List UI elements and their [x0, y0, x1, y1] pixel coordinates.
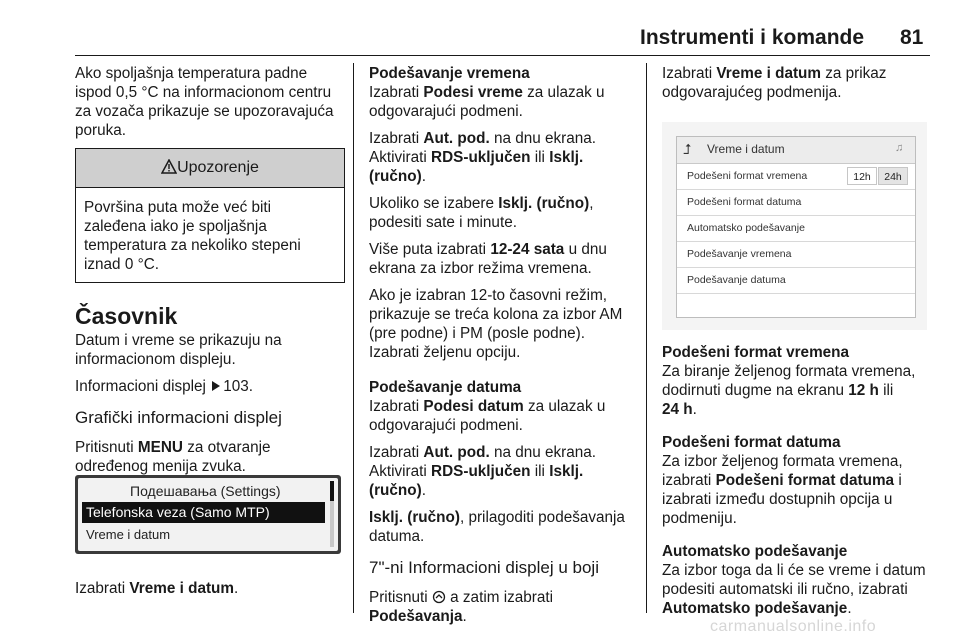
warning-text: Površina puta može već biti zaleđena iako je spoljašnja temperatura za nekoliko stepeni iznad 0 °C. — [84, 199, 301, 273]
paragraph: Izabrati Podesi datum za ulazak u odgovarajući podmeni. — [369, 398, 606, 434]
subsection-heading: Automatsko podešavanje — [662, 543, 848, 560]
menu-row-label: Automatsko podešavanje — [687, 222, 805, 234]
header-rule — [75, 55, 930, 56]
subsection-heading: Podešavanje vremena — [369, 65, 530, 82]
column-3 — [662, 64, 930, 110]
text: Informacioni displej — [75, 378, 206, 395]
display-screenshot-settings — [75, 475, 341, 554]
paragraph — [75, 438, 345, 476]
page-number: 81 — [900, 26, 924, 49]
format-12h-button[interactable]: 12h — [847, 167, 877, 185]
screen-title-bar — [677, 137, 915, 164]
subsection-heading: Grafički informacioni displej — [75, 408, 282, 427]
paragraph: Izabrati Aut. pod. na dnu ekrana. Aktivirati RDS-uključen ili Isklj. (ručno). — [369, 444, 597, 499]
page-header-title: Instrumenti i komande — [640, 26, 865, 49]
paragraph: Izabrati Aut. pod. na dnu ekrana. Aktivirati RDS-uključen ili Isklj. (ručno). — [369, 130, 597, 185]
paragraph: Za izbor toga da li će se vreme i datum podesiti automatski ili ručno, izabrati Automatsko podešavanje. — [662, 562, 926, 617]
menu-row[interactable] — [677, 242, 915, 268]
column-2 — [369, 64, 634, 634]
button-name: MENU — [137, 439, 183, 456]
menu-row-label: Podešavanje vremena — [687, 248, 792, 260]
scrollbar-thumb — [330, 481, 334, 501]
format-24h-button[interactable]: 24h — [878, 167, 908, 185]
warning-box — [75, 148, 345, 283]
page-reference-icon — [212, 381, 220, 391]
warning-header — [76, 149, 344, 188]
home-icon — [432, 590, 446, 604]
paragraph: Izabrati Podesi vreme za ulazak u odgovarajući podmeni. — [369, 84, 605, 120]
paragraph — [75, 580, 238, 598]
watermark: carmanualsonline.info — [710, 618, 877, 635]
menu-row[interactable] — [677, 268, 915, 294]
section-heading-clock: Časovnik — [75, 303, 178, 329]
menu-row-label: Podešeni format datuma — [687, 196, 802, 208]
paragraph: Izabrati Vreme i datum za prikaz odgovarajućeg podmenija. — [662, 65, 887, 101]
paragraph: Za biranje željenog formata vremena, dodirnuti dugme na ekranu 12 h ili 24 h. — [662, 363, 916, 418]
back-icon[interactable]: ⮥ — [683, 141, 692, 157]
subsection-heading: Podešeni format vremena — [662, 344, 850, 361]
subsection-heading: 7"-ni Informacioni displej u boji — [369, 558, 599, 577]
column-divider — [646, 63, 647, 613]
paragraph: Isklj. (ručno), prilagoditi podešavanja datuma. — [369, 509, 625, 545]
music-note-icon: ♫ — [895, 142, 904, 154]
paragraph: Pritisnuti a zatim izabrati Podešavanja. — [369, 589, 554, 625]
menu-item: Vreme i datum — [86, 527, 171, 542]
menu-row[interactable] — [677, 216, 915, 242]
paragraph: Više puta izabrati 12-24 sata u dnu ekrana za izbor režima vremena. — [369, 241, 607, 277]
subsection-heading: Podešavanje datuma — [369, 379, 522, 396]
column-3-lower — [662, 343, 930, 618]
column-1 — [75, 64, 345, 484]
display-screen — [676, 136, 916, 318]
menu-row[interactable] — [677, 190, 915, 216]
subsection-heading: Podešeni format datuma — [662, 434, 841, 451]
paragraph: Ako je izabran 12-to časovni režim, prikazuje se treća kolona za izbor AM (pre podne) i PM (posle podne). Izabrati željenu opciju. — [369, 287, 623, 361]
screen-title: Vreme i datum — [707, 142, 785, 156]
menu-row[interactable] — [677, 164, 915, 190]
display-screenshot-time-date — [662, 122, 927, 330]
text: za otvaranje određenog menija zvuka. — [75, 439, 271, 475]
paragraph — [75, 377, 345, 396]
text: Pritisnuti — [75, 439, 134, 456]
page-reference[interactable]: 103. — [223, 378, 253, 395]
menu-row-label: Podešavanje datuma — [687, 274, 786, 286]
text: . — [234, 580, 239, 597]
text: Izabrati — [75, 580, 126, 597]
warning-title: Upozorenje — [177, 159, 259, 176]
paragraph: Ukoliko se izabere Isklj. (ručno), podesiti sate i minute. — [369, 195, 594, 231]
menu-title: Подешавања (Settings) — [130, 483, 281, 499]
display-screen — [78, 478, 338, 551]
paragraph: Za izbor željenog formata vremena, izabrati Podešeni format datuma i izabrati između dostupnih opcija u podmeniju. — [662, 453, 903, 527]
paragraph: Ako spoljašnja temperatura padne ispod 0,5 °C na informacionom centru za vozača prikazuje se upozoravajuća poruka. — [75, 65, 334, 139]
menu-name: Vreme i datum — [129, 580, 234, 597]
menu-item-selected: Telefonska veza (Samo MTP) — [82, 502, 325, 523]
paragraph: Datum i vreme se prikazuju na informacionom displeju. — [75, 332, 282, 368]
warning-icon — [161, 159, 177, 174]
column-divider — [353, 63, 354, 613]
menu-row-label: Podešeni format vremena — [687, 170, 808, 182]
